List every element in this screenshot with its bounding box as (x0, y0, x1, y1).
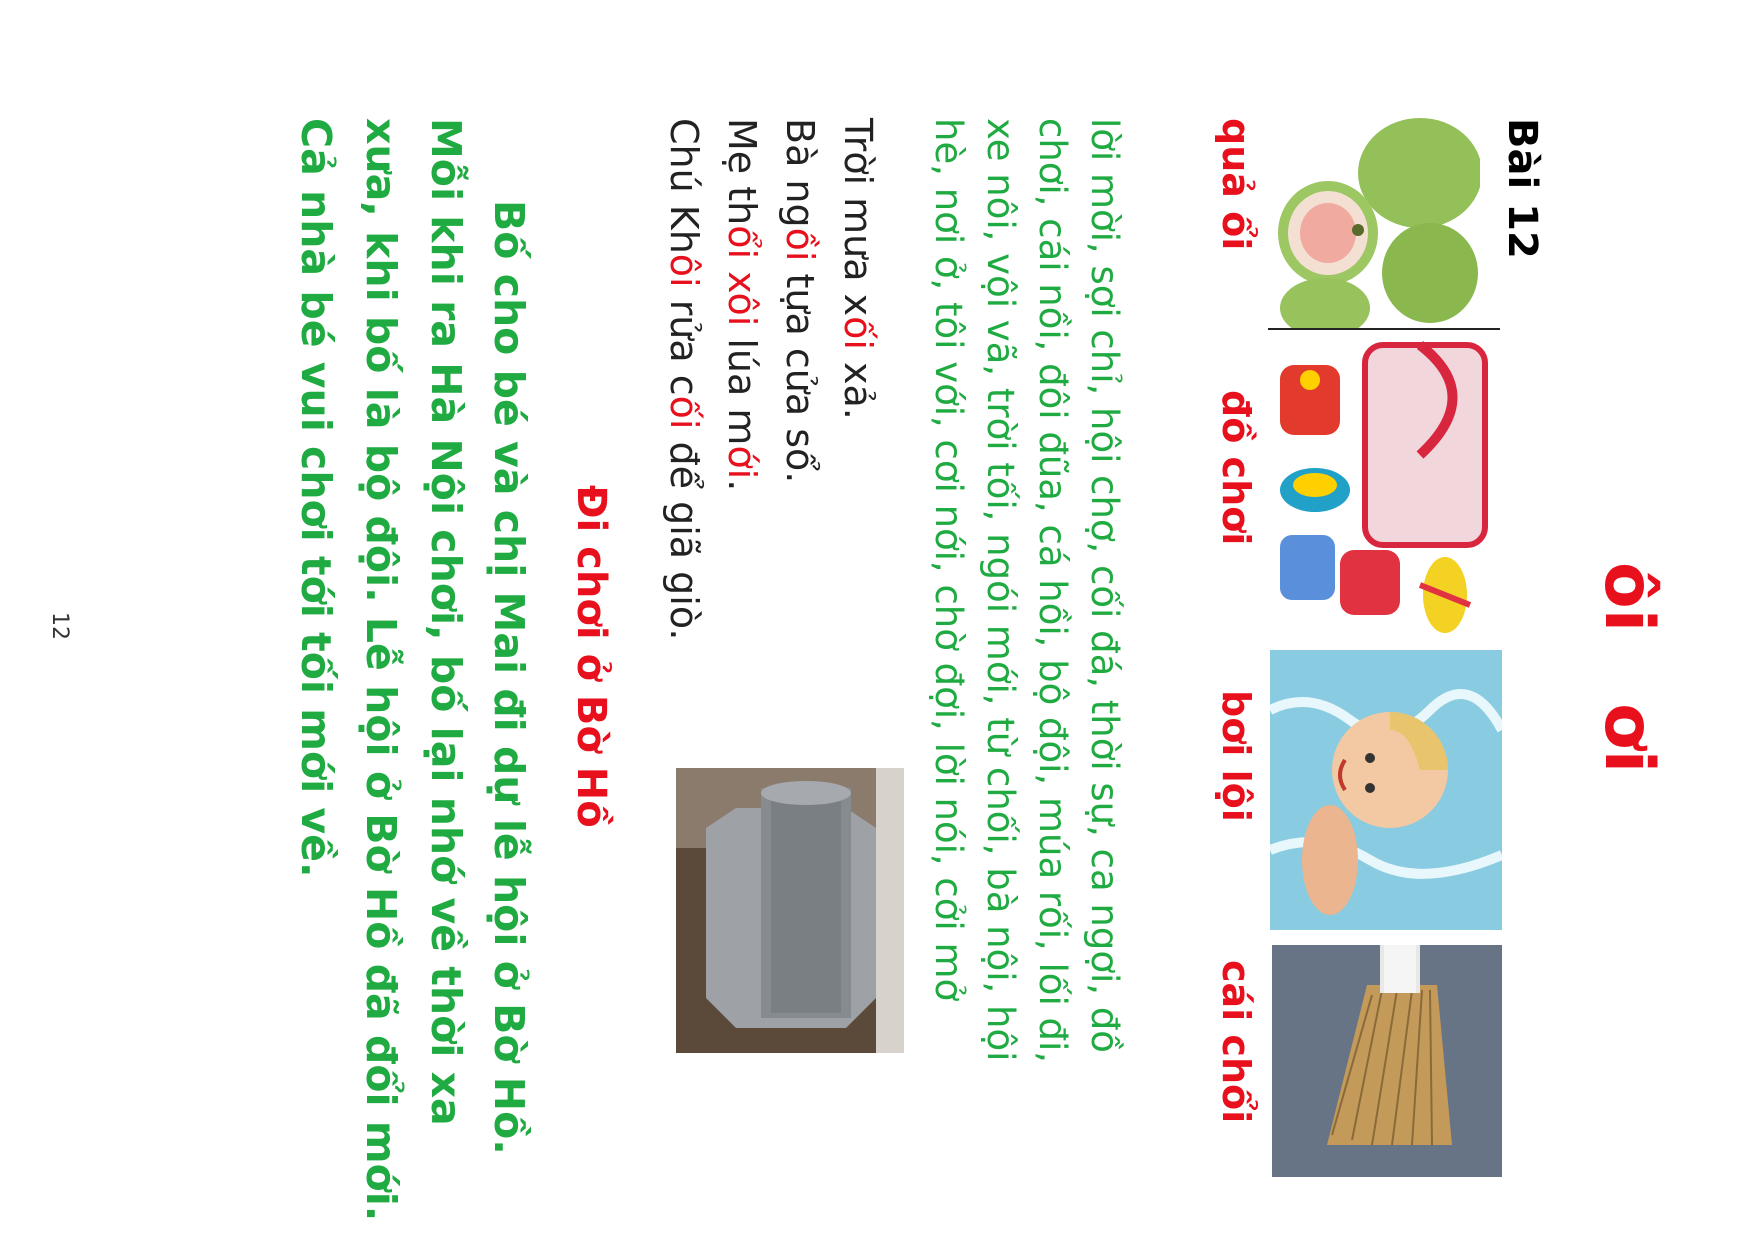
picture-divider-line (1268, 328, 1500, 330)
story-line-1: Bố cho bé và chị Mai đi dự lễ hội ở Bờ Hồ. (485, 200, 533, 1155)
toys-picture-image (1270, 335, 1500, 635)
story-line-2: Mỗi khi ra Hà Nội chơi, bố lại nhớ về thời xa (422, 118, 470, 1126)
vowel-heading-text: ôi ơi (1589, 562, 1668, 774)
sentence-4: Chú Khôi rửa cối để giã giò. (662, 118, 706, 641)
page-number: 12 (47, 612, 72, 640)
swimming-picture (1270, 650, 1502, 930)
caption-guava: quả ổi (1214, 118, 1258, 251)
broom-picture (1272, 945, 1502, 1177)
lesson-title-text: Bài 12 (1499, 118, 1545, 259)
sentence-2: Bà ngồi tựa cửa sổ. (778, 118, 822, 484)
story-title: Đi chơi ở Bờ Hồ (568, 485, 614, 828)
caption-broom: cái chổi (1214, 960, 1258, 1124)
caption-toys: đồ chơi (1214, 390, 1258, 546)
sentence-3: Mẹ thổi xôi lúa mới. (720, 118, 764, 492)
story-line-3: xưa, khi bố là bộ đội. Lễ hội ở Bờ Hồ đã đổi mới. (357, 118, 405, 1222)
caption-swimming: bơi lội (1214, 690, 1258, 822)
stone-mortar-picture (676, 768, 904, 1053)
guava-picture (1270, 118, 1480, 328)
sentence-1: Trời mưa xối xả. (836, 118, 880, 420)
story-line-4: Cả nhà bé vui chơi tới tối mới về. (292, 118, 340, 878)
word-list: lời mời, sợi chỉ, hội chợ, cối đá, thời sự, ca ngợi, đồ chơi, cái nồi, đôi đũa, cá hồi, bộ đội, múa rối, lối đi, xe nôi, vội vã, trời tối, ngói mới, từ chối, bà nội, hội hè, nơi ở, tôi với, cơi nới, chờ đợi, lời nói, cởi mở (927, 118, 1126, 1064)
